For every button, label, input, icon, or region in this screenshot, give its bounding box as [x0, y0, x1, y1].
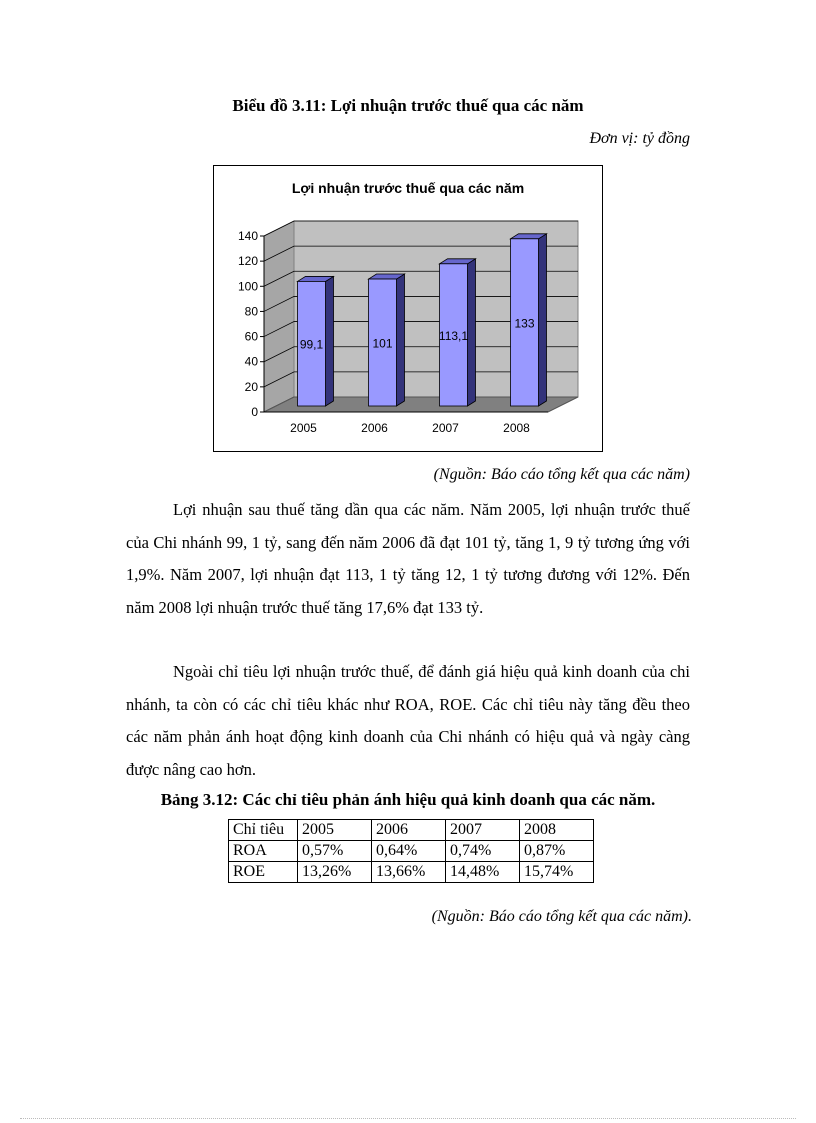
cell-roa-2006: 0,64%	[372, 841, 446, 862]
chart-caption-title: Biểu đồ 3.11: Lợi nhuận trước thuế qua các năm	[232, 96, 584, 115]
header-cell-2008: 2008	[520, 820, 594, 841]
bar-chart	[213, 165, 603, 452]
table-source-note: (Nguồn: Báo cáo tổng kết qua các năm).	[431, 908, 692, 925]
table-caption-title: Bảng 3.12: Các chỉ tiêu phản ánh hiệu quả kinh doanh qua các năm.	[160, 790, 656, 809]
indicators-table	[228, 819, 594, 883]
cell-roa-2007: 0,74%	[446, 841, 520, 862]
table-row-roa	[229, 841, 594, 862]
header-cell-2007: 2007	[446, 820, 520, 841]
chart-x-tick-label: 2006	[361, 421, 388, 435]
cell-roe-2008: 15,74%	[520, 862, 594, 883]
paragraph-indicators: Ngoài chỉ tiêu lợi nhuận trước thuế, để đánh giá hiệu quả kinh doanh của chi nhánh, ta còn có các chỉ tiêu khác như ROA, ROE. Các chỉ tiêu này tăng đều theo các năm phản ánh hoạt động kinh doanh của Chi nhánh có hiệu quả và ngày càng được nâng cao hơn.	[126, 662, 690, 779]
chart-y-tick-label: 80	[244, 304, 258, 319]
cell-roe-2007: 14,48%	[446, 862, 520, 883]
chart-x-tick-label: 2007	[432, 421, 459, 435]
cell-roa-2005: 0,57%	[298, 841, 372, 862]
table-header-row	[229, 820, 594, 841]
chart-y-tick-label: 20	[244, 379, 258, 394]
header-cell-2005: 2005	[298, 820, 372, 841]
chart-y-tick-label: 100	[237, 279, 258, 294]
chart-source-note: (Nguồn: Báo cáo tổng kết qua các năm)	[433, 466, 690, 483]
cell-roe-label: ROE	[229, 862, 298, 883]
chart-y-tick-label: 40	[244, 354, 258, 369]
bar-data-label: 113,1	[438, 328, 469, 343]
cell-roa-2008: 0,87%	[520, 841, 594, 862]
chart-y-tick-label: 120	[237, 254, 258, 269]
header-cell-indicator: Chỉ tiêu	[229, 820, 298, 841]
bar-data-label: 101	[372, 336, 393, 351]
cell-roa-label: ROA	[229, 841, 298, 862]
chart-y-tick-label: 0	[251, 405, 258, 419]
bar-side-2007	[468, 259, 476, 406]
page-bottom-divider	[20, 1118, 796, 1119]
unit-label: Đơn vị: tỷ đồng	[589, 130, 690, 147]
chart-y-tick-label: 140	[237, 229, 258, 243]
cell-roe-2005: 13,26%	[298, 862, 372, 883]
header-cell-2006: 2006	[372, 820, 446, 841]
chart-y-tick-label: 60	[244, 329, 258, 344]
chart-side-wall	[264, 221, 294, 412]
chart-title: Lợi nhuận trước thuế qua các năm	[291, 180, 525, 196]
paragraph-profit: Lợi nhuận sau thuế tăng dần qua các năm. Năm 2005, lợi nhuận trước thuế của Chi nhánh 99, 1 tỷ, sang đến năm 2006 đã đạt 101 tỷ, tăng 1, 9 tỷ tương ứng với 1,9%. Năm 2007, lợi nhuận đạt 113, 1 tỷ tăng 12, 1 tỷ tương đương với 12%. Đến năm 2008 lợi nhuận trước thuế tăng 17,6% đạt 133 tỷ.	[126, 500, 690, 617]
bar-data-label: 133	[514, 316, 535, 331]
chart-x-tick-label: 2008	[503, 421, 530, 435]
table-row-roe	[229, 862, 594, 883]
bar-side-2008	[539, 234, 547, 406]
chart-x-tick-label: 2005	[290, 421, 317, 435]
bar-side-2005	[326, 276, 334, 406]
bar-data-label: 99,1	[299, 337, 324, 352]
bar-chart-svg	[214, 166, 602, 451]
bar-side-2006	[397, 274, 405, 406]
cell-roe-2006: 13,66%	[372, 862, 446, 883]
